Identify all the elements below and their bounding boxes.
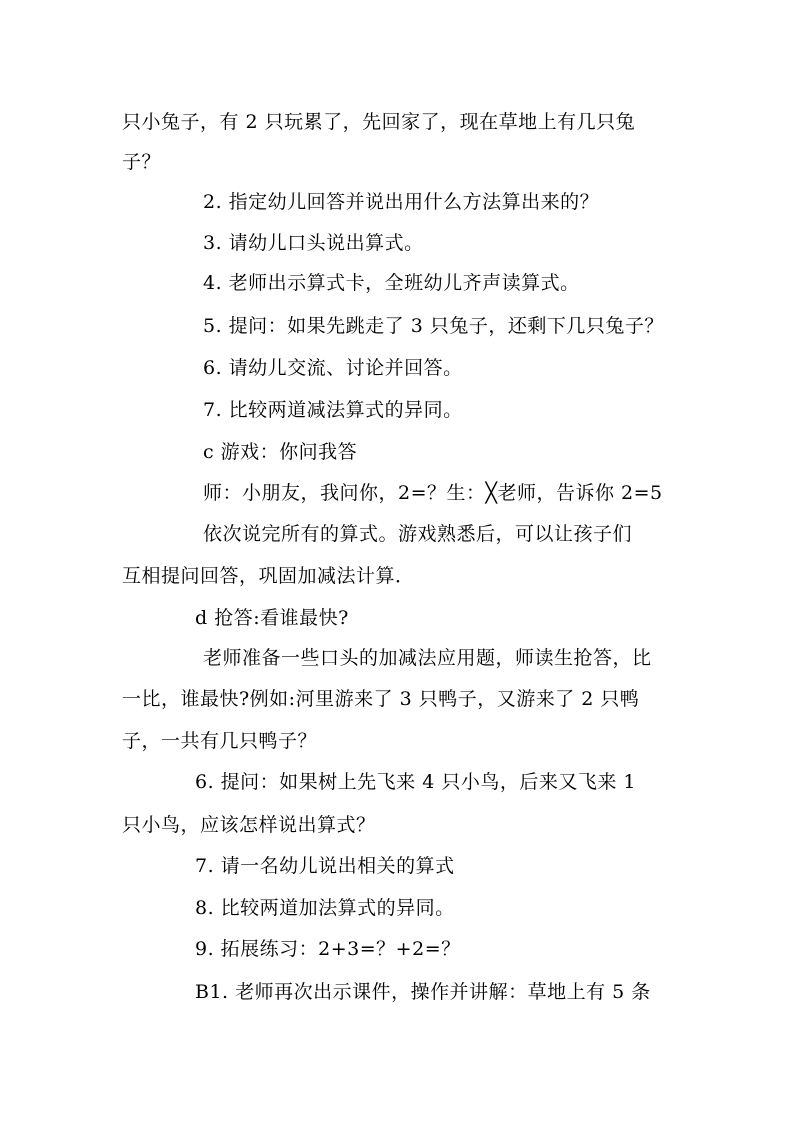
text-line: 一比，谁最快?例如:河里游来了 3 只鸭子，又游来了 2 只鸭: [122, 688, 640, 710]
text-line: 2. 指定幼儿回答并说出用什么方法算出来的？: [203, 191, 600, 213]
text-line: d 抢答:看谁最快?: [195, 607, 349, 629]
text-line: 6. 提问：如果树上先飞来 4 只小鸟，后来又飞来 1: [195, 771, 636, 793]
text-line: 互相提问回答，巩固加减法计算．: [122, 565, 415, 587]
text-line: 只小鸟，应该怎样说出算式？: [122, 814, 376, 836]
text-line: c 游戏：你问我答: [203, 441, 358, 463]
text-line: 7. 比较两道减法算式的异同。: [203, 399, 463, 421]
text-line: 9. 拓展练习：2+3=？+2=？: [195, 938, 461, 960]
text-line: 3. 请幼儿口头说出算式。: [203, 232, 424, 254]
text-line: 老师准备一些口头的加减法应用题，师读生抢答，比: [203, 647, 652, 669]
text-line: 子？: [122, 151, 162, 173]
text-line: 7. 请一名幼儿说出相关的算式: [195, 855, 455, 877]
text-line: 6. 请幼儿交流、讨论并回答。: [203, 357, 463, 379]
text-line: 只小兔子，有 2 只玩累了，先回家了，现在草地上有几只兔: [122, 111, 636, 133]
text-line: 5. 提问：如果先跳走了 3 只兔子，还剩下几只兔子？: [203, 315, 664, 337]
text-line: 依次说完所有的算式。游戏熟悉后，可以让孩子们: [203, 523, 633, 545]
text-line: 8. 比较两道加法算式的异同。: [195, 897, 455, 919]
text-line: 子，一共有几只鸭子？: [122, 730, 318, 752]
text-line: B1. 老师再次出示课件，操作并讲解：草地上有 5 条: [195, 981, 651, 1003]
text-line: 4. 老师出示算式卡，全班幼儿齐声读算式。: [203, 272, 580, 294]
text-line: 师：小朋友，我问你，2=？生：╳老师，告诉你 2=5: [203, 482, 663, 504]
